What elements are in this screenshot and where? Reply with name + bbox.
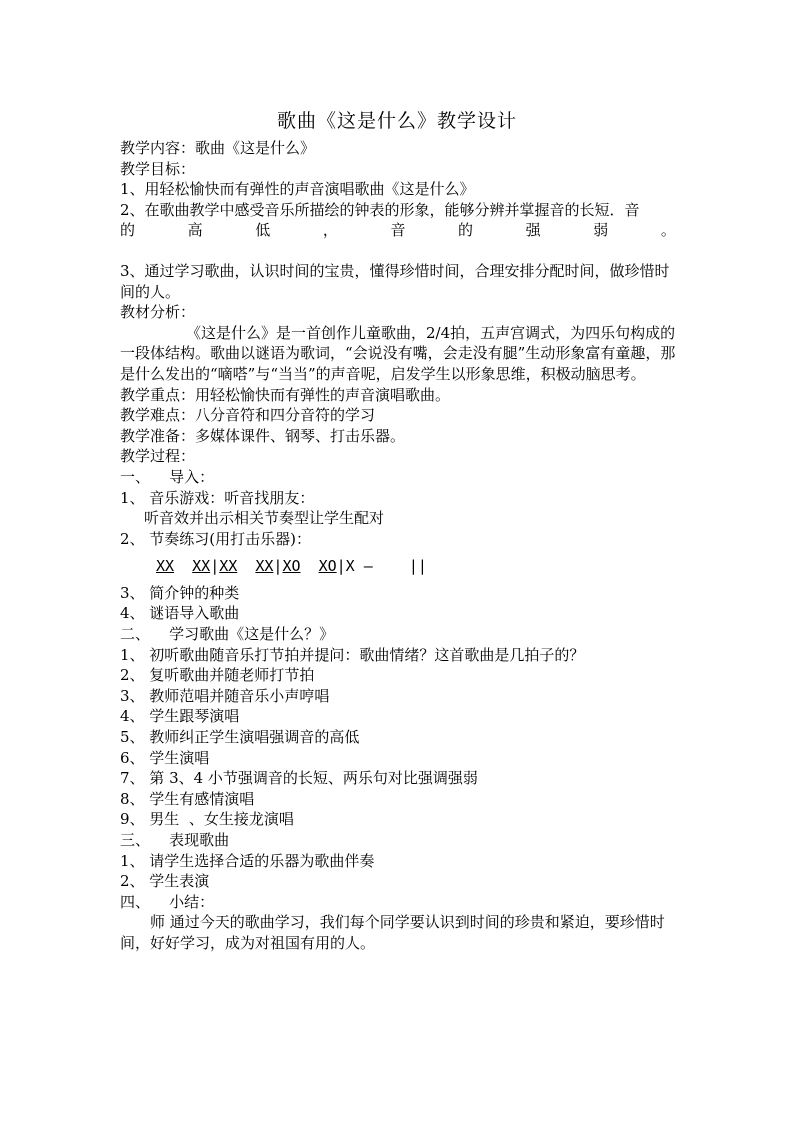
part-2-item-9: 9、 男生 、女生接龙演唱 — [120, 810, 294, 829]
goal-2-char: 弱 — [593, 221, 609, 240]
goal-2-char: ， — [322, 221, 338, 240]
goal-2-char: 高 — [187, 221, 203, 240]
rhythm-note: XX — [156, 557, 175, 576]
rhythm-space — [174, 557, 192, 575]
rhythm-note: XO — [318, 557, 337, 576]
part-2-item-7: 7、 第 3、4 小节强调音的长短、两乐句对比强调强弱 — [120, 769, 478, 788]
part-2-item-3: 3、 教师范唱并随音乐小声哼唱 — [120, 686, 330, 705]
goal-2-char: 低 — [255, 221, 271, 240]
goal-2-char: 音 — [390, 221, 406, 240]
part-2-item-1: 1、 初听歌曲随音乐打节拍并提问：歌曲情绪？这首歌曲是几拍子的？ — [120, 645, 585, 664]
part-1-item-3: 3、 简介钟的种类 — [120, 583, 240, 602]
rhythm-barline: | — [210, 557, 220, 576]
part-2-item-2: 2、 复听歌曲并随老师打节拍 — [120, 666, 315, 685]
rhythm-note: XX — [219, 557, 238, 576]
difficulty: 教学难点：八分音符和四分音符的学习 — [120, 406, 376, 425]
part-1-item-2: 2、 节奏练习(用打击乐器)： — [120, 529, 312, 548]
rhythm-space — [237, 557, 255, 575]
goal-2-char: 。 — [660, 221, 676, 240]
part-2-item-8: 8、 学生有感情演唱 — [120, 789, 255, 808]
rhythm-notation — [120, 556, 676, 577]
summary: 师 通过今天的歌曲学习，我们每个同学要认识到时间的珍贵和紧迫，要珍惜时间，好好学习，成为对祖国有用的人。 — [120, 913, 665, 952]
part-2-item-6: 6、 学生演唱 — [120, 748, 210, 767]
goal-2-char: 的 — [120, 221, 136, 240]
rhythm-note: XX — [255, 557, 274, 576]
document-body — [120, 138, 676, 954]
goal-2-line-b — [120, 220, 676, 241]
part-1-heading: 一、 导入： — [120, 467, 215, 486]
document-title: 歌曲《这是什么》教学设计 — [276, 110, 517, 132]
goal-2-char: 强 — [525, 221, 541, 240]
part-2-item-5: 5、 教师纠正学生演唱强调音的高低 — [120, 728, 360, 747]
rhythm-ending: |X — || — [336, 557, 427, 576]
process-heading: 教学过程： — [120, 447, 196, 466]
part-2-item-4: 4、 学生跟琴演唱 — [120, 707, 240, 726]
rhythm-barline: | — [273, 557, 283, 576]
part-3-heading: 三、 表现歌曲 — [120, 831, 230, 849]
goal-3: 3、通过学习歌曲，认识时间的宝贵，懂得珍惜时间，合理安排分配时间，做珍惜时间的人。 — [120, 261, 670, 301]
part-2-heading: 二、 学习歌曲《这是什么？》 — [120, 625, 335, 644]
part-1-item-1: 1、 音乐游戏：听音找朋友： — [120, 488, 315, 507]
part-1-item-1-detail: 听音效并出示相关节奏型让学生配对 — [144, 509, 385, 528]
goal-2-char: 的 — [458, 221, 474, 240]
teaching-content: 教学内容：歌曲《这是什么》 — [120, 139, 316, 157]
blank-line — [120, 241, 676, 261]
part-3-item-2: 2、 学生表演 — [120, 872, 210, 891]
part-1-item-4: 4、 谜语导入歌曲 — [120, 604, 240, 623]
rhythm-space — [301, 557, 319, 575]
preparation: 教学准备：多媒体课件、钢琴、打击乐器。 — [120, 426, 406, 445]
part-3-item-1: 1、 请学生选择合适的乐器为歌曲伴奏 — [120, 851, 375, 870]
part-4-heading: 四、 小结： — [120, 892, 215, 911]
rhythm-note: XX — [192, 557, 211, 576]
goals-heading: 教学目标： — [120, 159, 196, 178]
analysis-heading: 教材分析： — [120, 303, 196, 322]
key-point: 教学重点：用轻松愉快而有弹性的声音演唱歌曲。 — [120, 385, 451, 404]
goal-2-line-a: 2、在歌曲教学中感受音乐所描绘的钟表的形象，能够分辨并掌握音的长短．音 — [120, 200, 640, 219]
goal-1: 1、用轻松愉快而有弹性的声音演唱歌曲《这是什么》 — [120, 180, 475, 199]
analysis-body: 《这是什么》是一首创作儿童歌曲，2/4拍，五声宫调式，为四乐句构成的一段体结构。歌曲以谜语为歌词，“会说没有嘴，会走没有腿”生动形象富有童趣，那是什么发出的“嘀嗒”与“当当”的声音呢，启发学生以形象思维，积极动脑思考。 — [120, 323, 676, 383]
rhythm-note: XO — [282, 557, 301, 576]
